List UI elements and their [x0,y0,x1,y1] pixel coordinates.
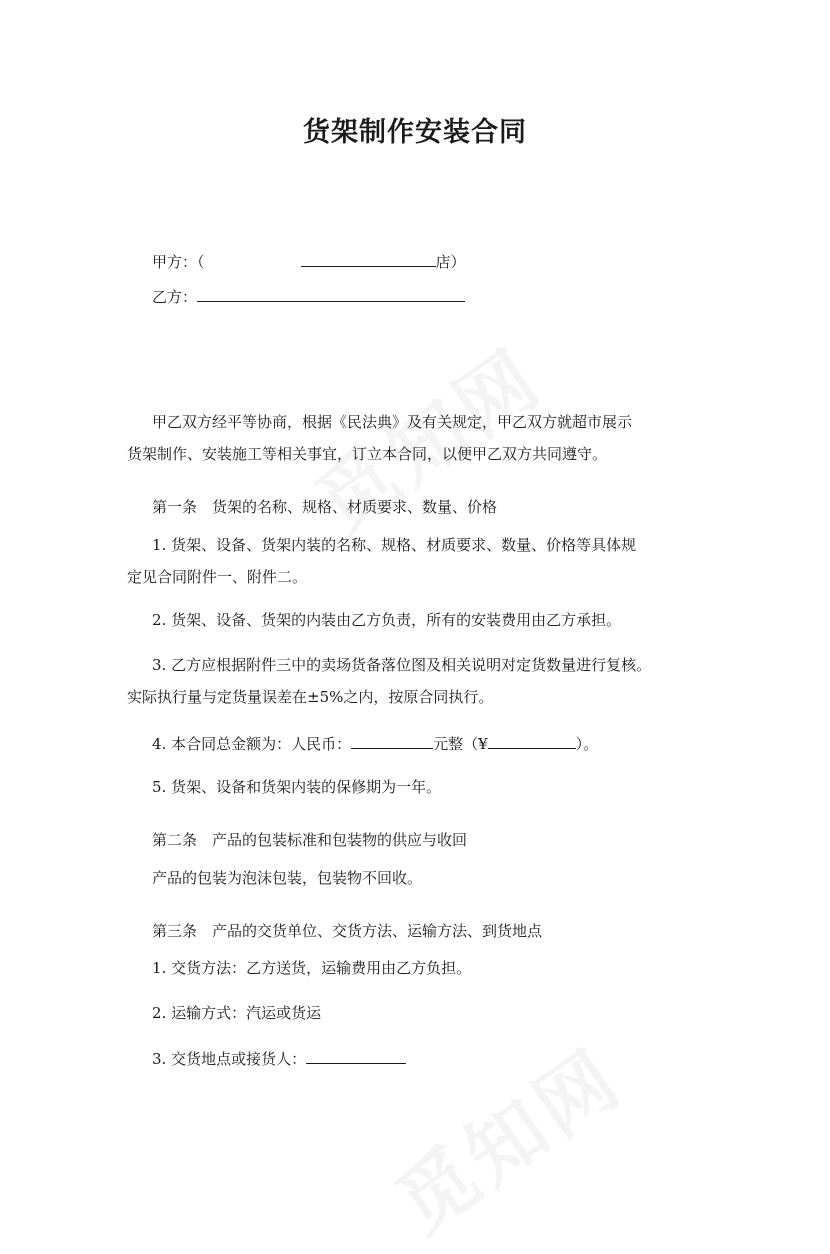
amount-yen-blank [488,732,576,749]
article-3-heading: 第三条 产品的交货单位、交货方法、运输方法、到货地点 [152,922,543,940]
article-3-item-2: 2. 运输方式：汽运或货运 [152,1004,322,1022]
total-amount-middle: 元整（¥ [433,735,488,753]
party-b-blank [197,285,465,302]
article-1-item-4 [152,732,598,754]
article-2-heading: 第二条 产品的包装标准和包装物的供应与收回 [152,831,468,849]
article-1-heading: 第一条 货架的名称、规格、材质要求、数量、价格 [152,498,498,516]
article-1-item-3-line-1: 3. 乙方应根据附件三中的卖场货备落位图及相关说明对定货数量进行复核。 [152,656,652,674]
intro-line-1: 甲乙双方经平等协商，根据《民法典》及有关规定，甲乙双方就超市展示 [152,413,633,431]
delivery-location-blank [306,1047,406,1064]
article-1-item-1-line-2: 定见合同附件一、附件二。 [127,568,308,586]
party-b-label: 乙方： [152,288,198,306]
watermark [371,1018,642,1254]
article-1-item-1-line-1: 1. 货架、设备、货架内装的名称、规格、材质要求、数量、价格等具体规 [152,536,637,554]
party-a-suffix: 店） [435,253,466,271]
party-b-line [152,285,465,307]
amount-rmb-blank [351,732,433,749]
article-3-item-1: 1. 交货方法：乙方送货，运输费用由乙方负担。 [152,959,472,977]
article-1-item-2: 2. 货架、设备、货架的内装由乙方负责，所有的安装费用由乙方承担。 [152,611,622,629]
document-title: 货架制作安装合同 [303,117,527,148]
party-a-label: 甲方：（ [152,253,205,271]
party-a-blank [301,250,436,267]
total-amount-suffix: ）。 [575,735,599,753]
watermark [291,318,562,554]
article-2-body: 产品的包装为泡沫包装，包装物不回收。 [152,869,423,887]
article-1-item-5: 5. 货架、设备和货架内装的保修期为一年。 [152,778,442,796]
article-1-item-3-line-2: 实际执行量与定货量误差在±5%之内，按原合同执行。 [127,688,494,706]
article-3-item-3 [152,1047,406,1069]
delivery-location-label: 3. 交货地点或接货人： [152,1050,307,1068]
total-amount-label: 4. 本合同总金额为：人民币： [152,735,352,753]
party-a-line [152,250,466,272]
intro-line-2: 货架制作、安装施工等相关事宜，订立本合同，以便甲乙双方共同遵守。 [127,445,608,463]
